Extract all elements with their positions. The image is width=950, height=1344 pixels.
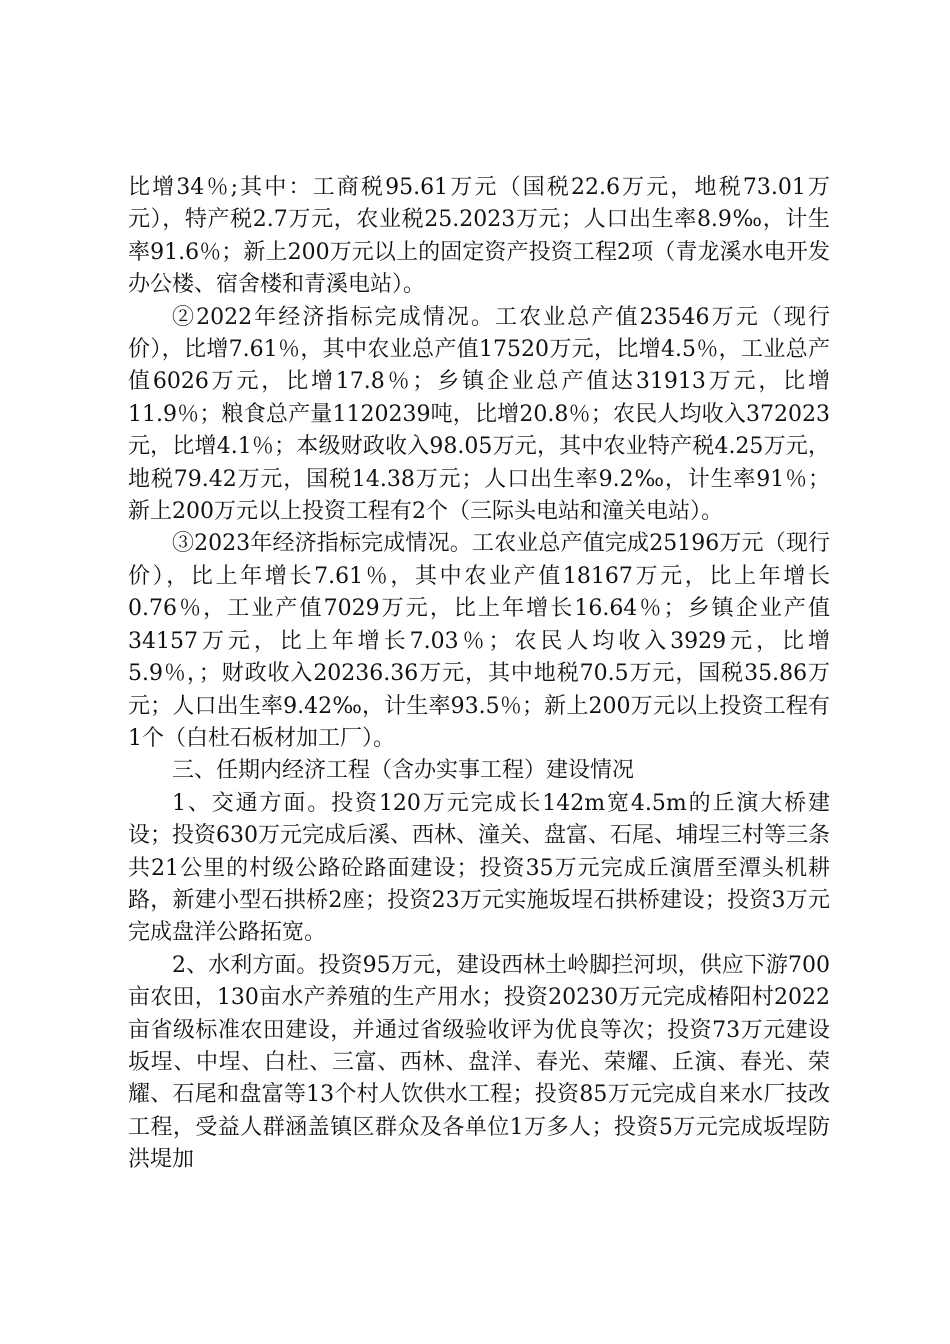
paragraph-2023-indicators: ③2023年经济指标完成情况。工农业总产值完成25196万元（现行价），比上年增长7.61％，其中农业产值18167万元，比上年增长0.76％，工业产值7029万元，比上年增长16.64％；乡镇企业产值34157万元，比上年增长7.03％；农民人均收入3929元，比增5.9％，；财政收入20236.36万元，其中地税70.5万元，国税35.86万元；人口出生率9.42‰，计生率93.5％；新上200万元以上投资工程有1个（白杜石板材加工厂）。 — [128, 531, 830, 751]
document-body — [128, 172, 830, 1177]
paragraph-1: 比增34％;其中：工商税95.61万元（国税22.6万元，地税73.01万元），特产税2.7万元，农业税25.2023万元；人口出生率8.9‰，计生率91.6％；新上200万元以上的固定资产投资工程2项（青龙溪水电开发办公楼、宿舍楼和青溪电站）。 — [128, 175, 830, 298]
paragraph-2022-indicators: ②2022年经济指标完成情况。工农业总产值23546万元（现行价），比增7.61％，其中农业总产值17520万元，比增4.5％，工业总产值6026万元，比增17.8％；乡镇企业总产值达31913万元，比增11.9％；粮食总产量1120239吨，比增20.8％；农民人均收入372023元，比增4.1％；本级财政收入98.05万元，其中农业特产税4.25万元，地税79.42万元，国税14.38万元；人口出生率9.2‰，计生率91％；新上200万元以上投资工程有2个（三际头电站和潼关电站）。 — [128, 304, 830, 525]
paragraph-transport: 1、交通方面。投资120万元完成长142m宽4.5m的丘演大桥建设；投资630万元完成后溪、西林、潼关、盘富、石尾、埔埕三村等三条共21公里的村级公路砼路面建设；投资35万元完成丘演厝至潭头机耕路，新建小型石拱桥2座；投资23万元实施坂埕石拱桥建设；投资3万元完成盘洋公路拓宽。 — [128, 790, 830, 946]
section-heading: 三、任期内经济工程（含办实事工程）建设情况 — [172, 758, 635, 784]
paragraph-water-conservancy: 2、水利方面。投资95万元，建设西林土岭脚拦河坝，供应下游700亩农田，130亩水产养殖的生产用水；投资20230万元完成椿阳村2022亩省级标准农田建设，并通过省级验收评为优良等次；投资73万元建设坂埕、中埕、白杜、三富、西林、盘洋、春光、荣耀、丘演、春光、荣耀、石尾和盘富等13个村人饮供水工程；投资85万元完成自来水厂技改工程，受益人群涵盖镇区群众及各单位1万多人；投资5万元完成坂埕防洪堤加 — [128, 952, 830, 1173]
